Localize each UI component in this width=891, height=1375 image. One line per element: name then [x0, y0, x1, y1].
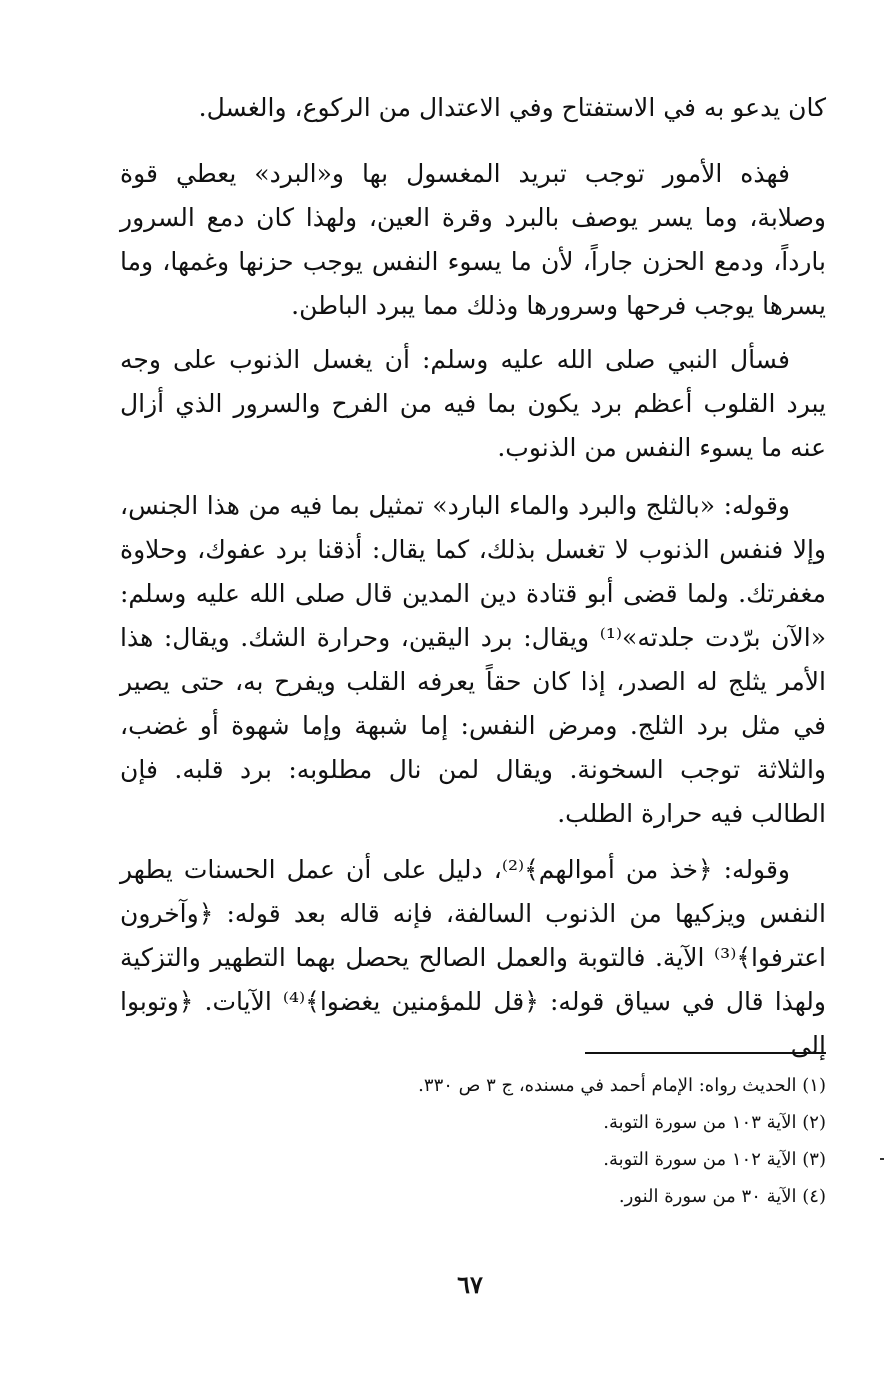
- body-paragraph-2: [120, 152, 826, 328]
- body-paragraph-1: [120, 86, 826, 130]
- paragraph-text: كان يدعو به في الاستفتاح وفي الاعتدال من الركوع، والغسل.: [198, 93, 826, 122]
- body-paragraph-4: [120, 484, 826, 836]
- footnote-separator: [585, 1052, 826, 1054]
- paragraph-text: وقوله: «بالثلج والبرد والماء البارد» تمثيل بما فيه من هذا الجنس، وإلا فنفس الذنوب لا تغسل بذلك، كما يقال: أذقنا برد عفوك، وحلاوة مغفرتك. ولما قضى أبو قتادة دين المدين قال صلى الله عليه وسلم: «الآن برّدت جلدته»⁽¹⁾ ويقال: برد اليقين، وحرارة الشك. ويقال: هذا الأمر يثلج له الصدر، إذا كان حقاً يعرفه القلب ويفرح به، حتى يصير في مثل برد الثلج. ومرض النفس: إما شبهة وإما شهوة أو غضب، والثلاثة توجب السخونة. ويقال لمن نال مطلوبه: برد قلبه. فإن الطالب فيه حرارة الطلب.: [120, 491, 826, 828]
- footnote-2: (٢) الآية ١٠٣ من سورة التوبة.: [603, 1112, 826, 1133]
- footnotes: [300, 1067, 826, 1215]
- footnote-4: (٤) الآية ٣٠ من سورة النور.: [618, 1186, 826, 1207]
- page-number: ٦٧: [457, 1270, 483, 1299]
- body-paragraph-5: [120, 848, 826, 1068]
- paragraph-text: فسأل النبي صلى الله عليه وسلم: أن يغسل الذنوب على وجه يبرد القلوب أعظم برد يكون بما فيه من الفرح والسرور الذي أزال عنه ما يسوء النفس من الذنوب.: [120, 345, 826, 462]
- paragraph-text: فهذه الأمور توجب تبريد المغسول بها و«البرد» يعطي قوة وصلابة، وما يسر يوصف بالبرد وقرة العين، ولهذا كان دمع السرور بارداً، ودمع الحزن جاراً، لأن ما يسوء النفس يوجب حزنها وغمها، وما يسرها يوجب فرحها وسرورها وذلك مما يبرد الباطن.: [120, 159, 826, 320]
- scan-artifact: [880, 1158, 884, 1160]
- footnote-1: (١) الحديث رواه: الإمام أحمد في مسنده، ج ٣ ص ٣٣٠.: [418, 1075, 826, 1096]
- footnote-3: (٣) الآية ١٠٢ من سورة التوبة.: [603, 1149, 826, 1170]
- paragraph-text: وقوله: ﴿خذ من أموالهم﴾⁽²⁾، دليل على أن عمل الحسنات يطهر النفس ويزكيها من الذنوب السالفة، فإنه قاله بعد قوله: ﴿وآخرون اعترفوا﴾⁽³⁾ الآية. فالتوبة والعمل الصالح يحصل بهما التطهير والتزكية ولهذا قال في سياق قوله: ﴿قل للمؤمنين يغضوا﴾⁽⁴⁾ الآيات. ﴿وتوبوا إلى: [120, 855, 826, 1060]
- body-paragraph-3: [120, 338, 826, 470]
